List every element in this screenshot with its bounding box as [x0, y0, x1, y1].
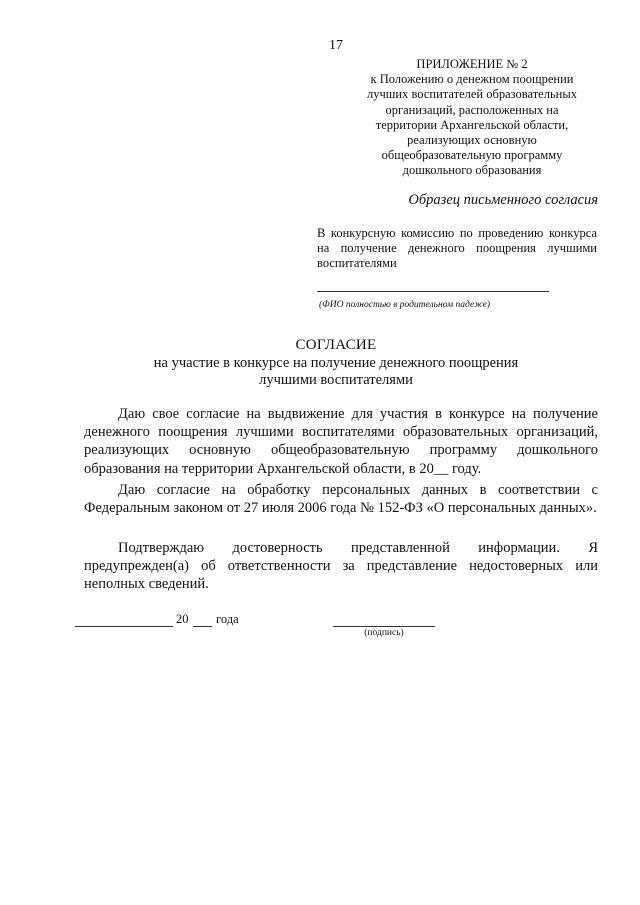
appendix-line: территории Архангельской области, [375, 117, 569, 132]
date-year-suffix: года [216, 612, 239, 626]
appendix-line: реализующих основную [407, 133, 537, 148]
appendix-line: общеобразовательную программу [381, 148, 563, 163]
addressee-block: В конкурсную комиссию по проведению конкурса на получение денежного поощрения лучшими воспитателями [317, 226, 597, 270]
appendix-line: организаций, расположенных на [385, 102, 559, 117]
document-title: СОГЛАСИЕ [295, 337, 377, 353]
document-subtitle [130, 355, 542, 389]
fio-hint: (ФИО полностью в родительном падеже) [319, 300, 491, 310]
page-number: 17 [329, 38, 343, 53]
date-blank-line [75, 626, 173, 627]
signature-blank-line [333, 626, 435, 627]
date-year-prefix: 20 [176, 612, 189, 626]
personal-data-paragraph: Даю согласие на обработку персональных данных в соответствии с Федеральным законом от 27 июля 2006 года № 152-ФЗ «О персональных данных». [84, 482, 598, 517]
document-subtitle-line: на участие в конкурсе на получение денежного поощрения [153, 355, 519, 371]
appendix-line: дошкольного образования [402, 163, 542, 178]
signature-hint: (подпись) [364, 628, 404, 638]
appendix-line: лучших воспитателей образовательных [367, 87, 577, 102]
year-blank-line [193, 626, 212, 627]
appendix-header [358, 57, 586, 179]
consent-paragraph: Даю свое согласие на выдвижение для участия в конкурсе на получение денежного поощрения лучшими воспитателями образовательных организаций, реализующих основную общеобразовательную программу дошкольного образования на территории Архангельской области, в 20__ году. [84, 406, 598, 477]
sample-title: Образец письменного согласия [408, 192, 598, 208]
document-subtitle-line: лучшими воспитателями [259, 372, 413, 388]
appendix-title: ПРИЛОЖЕНИЕ № 2 [416, 57, 528, 71]
appendix-line: к Положению о денежном поощрении [370, 72, 574, 87]
confirmation-paragraph: Подтверждаю достоверность представленной информации. Я предупрежден(а) об ответственности за представление недостоверных или неполных сведений. [84, 540, 598, 593]
fio-blank-line [317, 291, 549, 292]
